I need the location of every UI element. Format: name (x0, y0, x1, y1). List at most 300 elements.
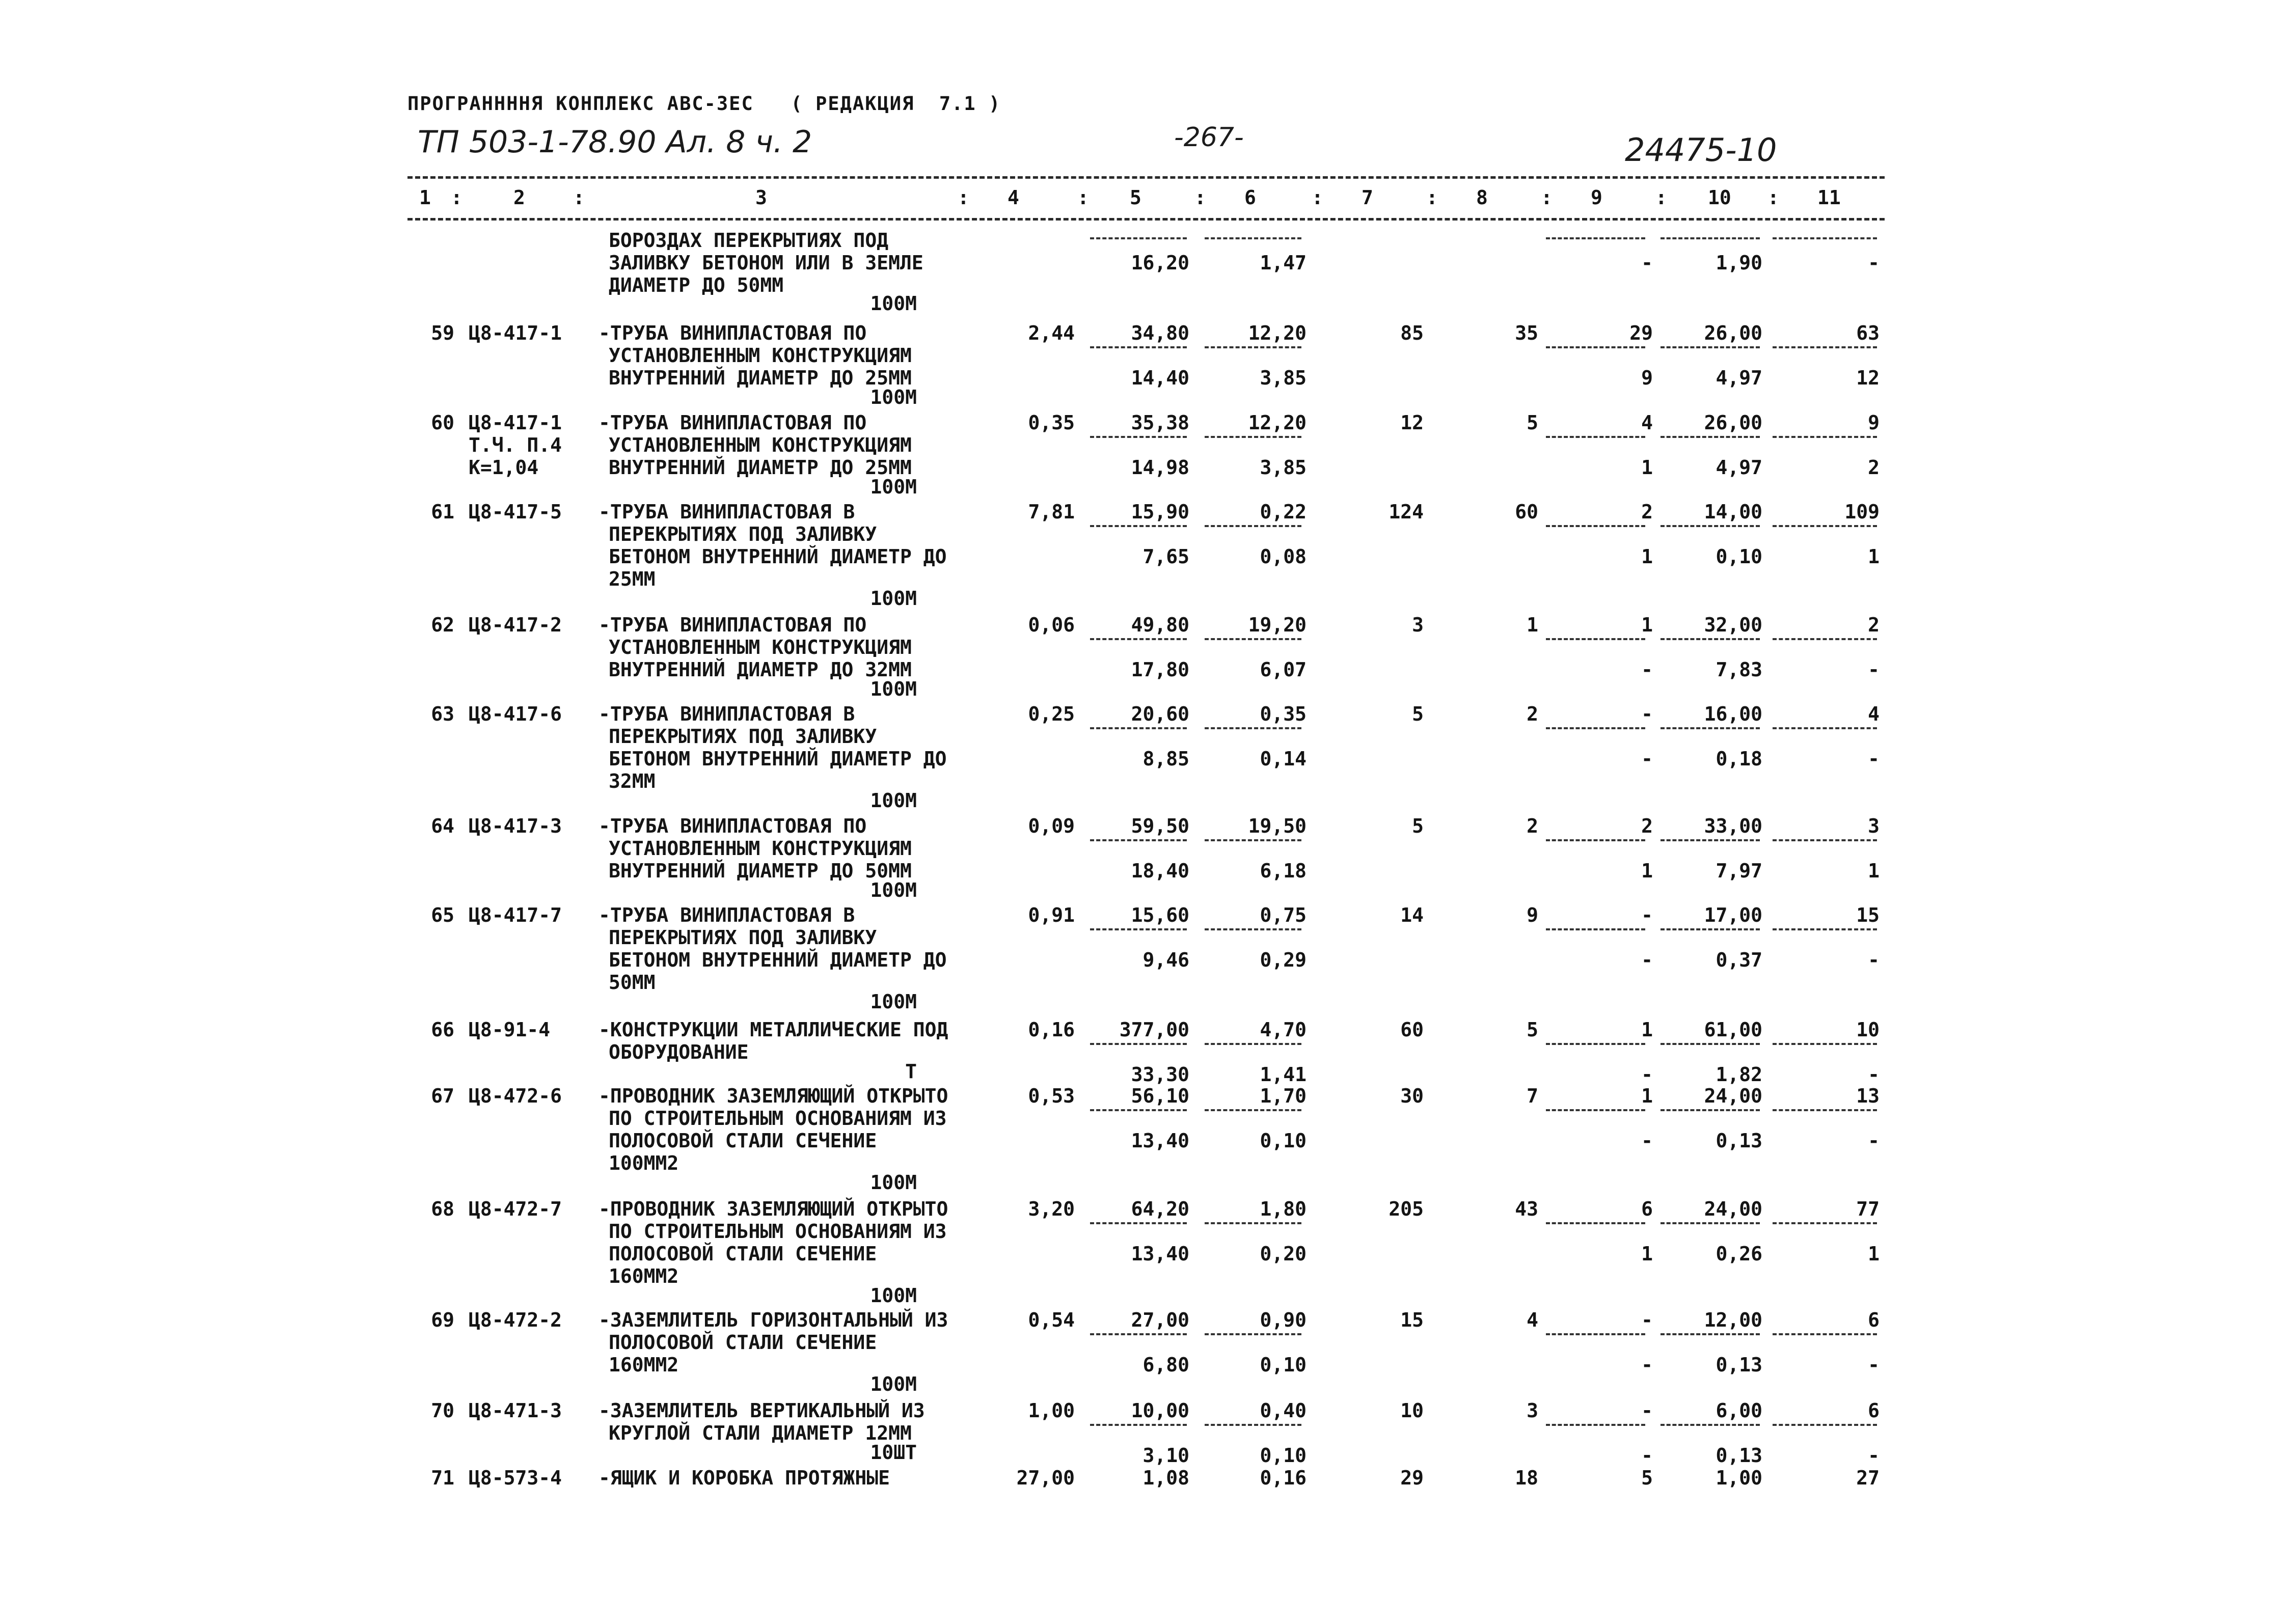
cell-c11: 77 (1856, 1198, 1880, 1220)
sub-divider (1090, 436, 1187, 438)
cell-c11: 6 (1868, 1399, 1880, 1422)
cell-c5: 64,20 (1131, 1198, 1189, 1220)
unit-label: 100М (870, 292, 917, 315)
cell-c9: 1 (1641, 614, 1653, 636)
cell-c7: 15 (1400, 1309, 1424, 1331)
cell-c5-lower: 7,65 (1142, 545, 1189, 568)
cell-c8: 1 (1527, 614, 1538, 636)
cell-col6-lower: 1,47 (1260, 252, 1307, 274)
cell-c5: 15,90 (1131, 501, 1189, 523)
cell-c5: 377,00 (1119, 1019, 1189, 1041)
norm-code: Ц8-472-6 (469, 1085, 562, 1107)
cell-c11-lower: - (1868, 1063, 1880, 1086)
sub-divider (1773, 1424, 1877, 1426)
cell-c7: 124 (1389, 501, 1424, 523)
description-line: ПОЛОСОВОЙ СТАЛИ СЕЧЕНИЕ (609, 1243, 877, 1265)
column-header-6: 6 (1244, 186, 1256, 209)
cell-c10-lower: 0,10 (1716, 545, 1762, 568)
description-line: БЕТОНОМ ВНУТРЕННИЙ ДИАМЕТР ДО (609, 949, 947, 971)
description-line: 32ММ (609, 770, 656, 792)
cell-c6: 0,16 (1260, 1467, 1307, 1489)
norm-code: Ц8-471-3 (469, 1399, 562, 1422)
cell-c10: 14,00 (1704, 501, 1762, 523)
description-line: УСТАНОВЛЕННЫМ КОНСТРУКЦИЯМ (609, 837, 912, 860)
sub-divider (1661, 436, 1760, 438)
sub-divider (1090, 1333, 1187, 1335)
cell-c4: 1,00 (1028, 1399, 1075, 1422)
cell-c10: 24,00 (1704, 1085, 1762, 1107)
cell-c5-lower: 3,10 (1142, 1444, 1189, 1467)
cell-c5-lower: 17,80 (1131, 658, 1189, 681)
cell-c9: 1 (1641, 1019, 1653, 1041)
description-line: БЕТОНОМ ВНУТРЕННИЙ ДИАМЕТР ДО (609, 545, 947, 568)
cell-c10: 6,00 (1716, 1399, 1762, 1422)
sub-divider (1773, 346, 1877, 348)
sub-divider (1205, 638, 1301, 640)
cell-c5-lower: 8,85 (1142, 748, 1189, 770)
cell-c10-lower: 4,97 (1716, 456, 1762, 479)
column-separator: : (958, 186, 969, 209)
cell-c4: 0,06 (1028, 614, 1075, 636)
cell-c10-lower: 0,13 (1716, 1354, 1762, 1376)
cell-c5-lower: 13,40 (1131, 1243, 1189, 1265)
sub-divider (1773, 928, 1877, 930)
cell-c7: 5 (1412, 703, 1424, 725)
column-separator: : (1655, 186, 1667, 209)
column-separator: : (573, 186, 585, 209)
cell-c9: 29 (1629, 322, 1653, 344)
cell-c7: 5 (1412, 815, 1424, 837)
cell-c9: - (1641, 904, 1653, 926)
description-line: ВНУТРЕННИЙ ДИАМЕТР ДО 25ММ (609, 367, 912, 389)
cell-c5: 10,00 (1131, 1399, 1189, 1422)
handwritten-document-number: 24475-10 (1625, 131, 1777, 169)
unit-label: 100М (870, 476, 917, 498)
sub-divider (1205, 346, 1301, 348)
cell-c4: 0,91 (1028, 904, 1075, 926)
sub-divider (1546, 1222, 1645, 1224)
description-line: 50ММ (609, 971, 656, 994)
cell-c11-lower: - (1868, 1130, 1880, 1152)
norm-code: Ц8-573-4 (469, 1467, 562, 1489)
column-header-1: 1 (419, 186, 431, 209)
cell-c9: - (1641, 703, 1653, 725)
cell-c10-lower: 0,13 (1716, 1444, 1762, 1467)
description-line: БОРОЗДАХ ПЕРЕКРЫТИЯХ ПОД (609, 229, 889, 252)
cell-c5-lower: 33,30 (1131, 1063, 1189, 1086)
cell-c5-lower: 14,40 (1131, 367, 1189, 389)
cell-c8: 35 (1515, 322, 1538, 344)
cell-c4: 0,09 (1028, 815, 1075, 837)
sub-divider (1773, 727, 1877, 729)
description-line: ВНУТРЕННИЙ ДИАМЕТР ДО 25ММ (609, 456, 912, 479)
cell-c4: 0,53 (1028, 1085, 1075, 1107)
description-line: ПЕРЕКРЫТИЯХ ПОД ЗАЛИВКУ (609, 926, 877, 949)
cell-c10: 26,00 (1704, 322, 1762, 344)
description-line: -ТРУБА ВИНИПЛАСТОВАЯ ПО (598, 411, 867, 434)
cell-c11: 10 (1856, 1019, 1880, 1041)
sub-divider (1773, 525, 1877, 527)
norm-code: Ц8-417-3 (469, 815, 562, 837)
description-line: 160ММ2 (609, 1265, 679, 1287)
cell-c6: 12,20 (1248, 411, 1307, 434)
cell-c6: 0,35 (1260, 703, 1307, 725)
cell-c5-lower: 13,40 (1131, 1130, 1189, 1152)
sub-divider (1205, 525, 1301, 527)
description-line: -ЗАЗЕМЛИТЕЛЬ ВЕРТИКАЛЬНЫЙ ИЗ (598, 1399, 925, 1422)
column-separator: : (451, 186, 462, 209)
description-line: ВНУТРЕННИЙ ДИАМЕТР ДО 32ММ (609, 658, 912, 681)
cell-c5: 27,00 (1131, 1309, 1189, 1331)
sub-divider (1090, 839, 1187, 841)
sub-divider (1205, 1222, 1301, 1224)
description-line: УСТАНОВЛЕННЫМ КОНСТРУКЦИЯМ (609, 344, 912, 367)
cell-c9-lower: - (1641, 1354, 1653, 1376)
cell-c11: 109 (1844, 501, 1880, 523)
cell-c11: 9 (1868, 411, 1880, 434)
cell-c10-lower: 1,82 (1716, 1063, 1762, 1086)
unit-label: 100М (870, 789, 917, 812)
description-line: -ТРУБА ВИНИПЛАСТОВАЯ ПО (598, 322, 867, 344)
unit-label: 100М (870, 1171, 917, 1194)
sub-divider (1661, 1043, 1760, 1045)
norm-code: Ц8-417-7 (469, 904, 562, 926)
cell-c7: 85 (1400, 322, 1424, 344)
column-separator: : (1194, 186, 1206, 209)
sub-divider (1773, 1043, 1877, 1045)
description-line: -ТРУБА ВИНИПЛАСТОВАЯ ПО (598, 815, 867, 837)
sub-divider (1090, 1043, 1187, 1045)
cell-c5-lower: 6,80 (1142, 1354, 1189, 1376)
cell-c11: 63 (1856, 322, 1880, 344)
cell-c6-lower: 0,10 (1260, 1354, 1307, 1376)
sub-divider (1661, 638, 1760, 640)
cell-c5: 56,10 (1131, 1085, 1189, 1107)
cell-c11: 4 (1868, 703, 1880, 725)
description-line: ОБОРУДОВАНИЕ (609, 1041, 749, 1063)
cell-c10: 26,00 (1704, 411, 1762, 434)
cell-c4: 2,44 (1028, 322, 1075, 344)
cell-c5: 34,80 (1131, 322, 1189, 344)
cell-c6-lower: 6,18 (1260, 860, 1307, 882)
description-line: -ТРУБА ВИНИПЛАСТОВАЯ В (598, 501, 855, 523)
cell-c6-lower: 1,41 (1260, 1063, 1307, 1086)
cell-c5-lower: 9,46 (1142, 949, 1189, 971)
cell-c9-lower: - (1641, 949, 1653, 971)
sub-divider (1661, 1222, 1760, 1224)
column-header-11: 11 (1817, 186, 1841, 209)
cell-c7: 10 (1400, 1399, 1424, 1422)
cell-c5: 1,08 (1142, 1467, 1189, 1489)
description-line: -ЗАЗЕМЛИТЕЛЬ ГОРИЗОНТАЛЬНЫЙ ИЗ (598, 1309, 948, 1331)
row-number: 61 (431, 501, 454, 523)
cell-c4: 0,54 (1028, 1309, 1075, 1331)
sub-divider (1661, 928, 1760, 930)
sub-divider (1090, 638, 1187, 640)
cell-c8: 5 (1527, 1019, 1538, 1041)
cell-c11-lower: - (1868, 658, 1880, 681)
column-header-5: 5 (1130, 186, 1141, 209)
sub-divider (1090, 346, 1187, 348)
column-header-10: 10 (1708, 186, 1731, 209)
cell-c9: 2 (1641, 815, 1653, 837)
cell-c7: 29 (1400, 1467, 1424, 1489)
sub-divider (1090, 237, 1187, 239)
norm-code: Ц8-417-1 (469, 411, 562, 434)
description-line: 25ММ (609, 568, 656, 590)
sub-divider (1205, 1043, 1301, 1045)
cell-c6: 0,75 (1260, 904, 1307, 926)
sub-divider (1546, 727, 1645, 729)
sub-divider (1546, 1424, 1645, 1426)
sub-divider (1205, 436, 1301, 438)
cell-c8: 60 (1515, 501, 1538, 523)
column-separator: : (1767, 186, 1779, 209)
sub-divider (1546, 1333, 1645, 1335)
row-number: 62 (431, 614, 454, 636)
cell-c4: 0,16 (1028, 1019, 1075, 1041)
cell-c10-lower: 4,97 (1716, 367, 1762, 389)
column-header-4: 4 (1008, 186, 1019, 209)
cell-c9-lower: - (1641, 1063, 1653, 1086)
description-line: -ПРОВОДНИК ЗАЗЕМЛЯЮЩИЙ ОТКРЫТО (598, 1085, 948, 1107)
description-line: -ТРУБА ВИНИПЛАСТОВАЯ ПО (598, 614, 867, 636)
header-top-rule (407, 176, 1885, 179)
sub-divider (1546, 1043, 1645, 1045)
cell-c11-lower: 1 (1868, 545, 1880, 568)
cell-c5: 20,60 (1131, 703, 1189, 725)
sub-divider (1205, 237, 1301, 239)
description-line: ПОЛОСОВОЙ СТАЛИ СЕЧЕНИЕ (609, 1130, 877, 1152)
cell-c8: 4 (1527, 1309, 1538, 1331)
column-separator: : (1541, 186, 1553, 209)
cell-c11-lower: 2 (1868, 456, 1880, 479)
cell-c8: 5 (1527, 411, 1538, 434)
cell-c9-lower: - (1641, 1130, 1653, 1152)
cell-c6: 0,40 (1260, 1399, 1307, 1422)
description-line: ПО СТРОИТЕЛЬНЫМ ОСНОВАНИЯМ ИЗ (609, 1220, 947, 1243)
row-number: 59 (431, 322, 454, 344)
cell-c10-lower: 0,18 (1716, 748, 1762, 770)
description-line: -КОНСТРУКЦИИ МЕТАЛЛИЧЕСКИЕ ПОД (598, 1019, 948, 1041)
description-line: ВНУТРЕННИЙ ДИАМЕТР ДО 50ММ (609, 860, 912, 882)
cell-c11: 6 (1868, 1309, 1880, 1331)
sub-divider (1661, 346, 1760, 348)
description-line: ЗАЛИВКУ БЕТОНОМ ИЛИ В ЗЕМЛЕ (609, 252, 923, 274)
cell-c9-lower: 1 (1641, 545, 1653, 568)
sub-divider (1546, 237, 1645, 239)
unit-label: 10ШТ (870, 1441, 917, 1464)
cell-c11: 13 (1856, 1085, 1880, 1107)
sub-divider (1546, 839, 1645, 841)
sub-divider (1773, 1333, 1877, 1335)
sub-divider (1205, 928, 1301, 930)
unit-label: 100М (870, 1373, 917, 1395)
cell-c11: 3 (1868, 815, 1880, 837)
description-line: 100ММ2 (609, 1152, 679, 1174)
description-line: БЕТОНОМ ВНУТРЕННИЙ ДИАМЕТР ДО (609, 748, 947, 770)
sub-divider (1090, 1222, 1187, 1224)
cell-c11: 27 (1856, 1467, 1880, 1489)
cell-c6: 0,90 (1260, 1309, 1307, 1331)
cell-c5: 35,38 (1131, 411, 1189, 434)
page-number: -267- (1174, 122, 1244, 153)
cell-c11-lower: - (1868, 949, 1880, 971)
cell-c9-lower: 1 (1641, 860, 1653, 882)
norm-code: Ц8-417-6 (469, 703, 562, 725)
cell-c8: 7 (1527, 1085, 1538, 1107)
row-number: 60 (431, 411, 454, 434)
norm-code: Ц8-472-2 (469, 1309, 562, 1331)
cell-c11-lower: - (1868, 1444, 1880, 1467)
cell-c11-lower: - (1868, 748, 1880, 770)
description-line: КРУГЛОЙ СТАЛИ ДИАМЕТР 12ММ (609, 1422, 912, 1444)
description-line: ПЕРЕКРЫТИЯХ ПОД ЗАЛИВКУ (609, 725, 877, 748)
cell-c10: 17,00 (1704, 904, 1762, 926)
cell-c6: 19,20 (1248, 614, 1307, 636)
sub-divider (1205, 1109, 1301, 1111)
cell-c6: 19,50 (1248, 815, 1307, 837)
sub-divider (1661, 237, 1760, 239)
norm-code: Ц8-417-2 (469, 614, 562, 636)
description-line: -ПРОВОДНИК ЗАЗЕМЛЯЮЩИЙ ОТКРЫТО (598, 1198, 948, 1220)
cell-c7: 30 (1400, 1085, 1424, 1107)
sub-divider (1773, 436, 1877, 438)
cell-c6-lower: 0,20 (1260, 1243, 1307, 1265)
unit-label: Т (905, 1060, 917, 1083)
column-separator: : (1077, 186, 1089, 209)
unit-label: 100М (870, 386, 917, 408)
cell-c6: 12,20 (1248, 322, 1307, 344)
cell-c7: 60 (1400, 1019, 1424, 1041)
cell-c7: 12 (1400, 411, 1424, 434)
description-line: ДИАМЕТР ДО 50ММ (609, 274, 784, 296)
cell-c11-lower: 1 (1868, 860, 1880, 882)
cell-c9-lower: - (1641, 1444, 1653, 1467)
sub-divider (1546, 928, 1645, 930)
cell-col5-lower: 16,20 (1131, 252, 1189, 274)
cell-c9-lower: 9 (1641, 367, 1653, 389)
norm-code: Ц8-417-5 (469, 501, 562, 523)
sub-divider (1090, 525, 1187, 527)
cell-c10-lower: 0,13 (1716, 1130, 1762, 1152)
cell-c5: 15,60 (1131, 904, 1189, 926)
sub-divider (1205, 1333, 1301, 1335)
description-line: 160ММ2 (609, 1354, 679, 1376)
cell-c9: 1 (1641, 1085, 1653, 1107)
cell-c9: 5 (1641, 1467, 1653, 1489)
cell-c6: 1,70 (1260, 1085, 1307, 1107)
cell-c7: 14 (1400, 904, 1424, 926)
unit-label: 100М (870, 1284, 917, 1307)
description-line: ПЕРЕКРЫТИЯХ ПОД ЗАЛИВКУ (609, 523, 877, 545)
row-number: 69 (431, 1309, 454, 1331)
row-number: 66 (431, 1019, 454, 1041)
cell-c10: 12,00 (1704, 1309, 1762, 1331)
sub-divider (1546, 1109, 1645, 1111)
cell-c10: 1,00 (1716, 1467, 1762, 1489)
cell-c10: 32,00 (1704, 614, 1762, 636)
row-number: 68 (431, 1198, 454, 1220)
cell-c4: 0,35 (1028, 411, 1075, 434)
cell-c10: 16,00 (1704, 703, 1762, 725)
unit-label: 100М (870, 879, 917, 901)
cell-c6-lower: 0,10 (1260, 1444, 1307, 1467)
norm-code: Ц8-417-1 (469, 322, 562, 344)
sub-divider (1773, 1109, 1877, 1111)
cell-c10: 33,00 (1704, 815, 1762, 837)
cell-c9-lower: - (1641, 748, 1653, 770)
handwritten-project-code: ТП 503-1-78.90 Ал. 8 ч. 2 (418, 124, 812, 160)
cell-c8: 18 (1515, 1467, 1538, 1489)
sub-divider (1773, 839, 1877, 841)
cell-c6-lower: 0,29 (1260, 949, 1307, 971)
cell-c8: 43 (1515, 1198, 1538, 1220)
column-header-9: 9 (1591, 186, 1602, 209)
norm-code: Ц8-91-4 (469, 1019, 551, 1041)
cell-c4: 3,20 (1028, 1198, 1075, 1220)
cell-c9-lower: 1 (1641, 1243, 1653, 1265)
sub-divider (1661, 839, 1760, 841)
row-number: 65 (431, 904, 454, 926)
cell-c9-lower: 1 (1641, 456, 1653, 479)
sub-divider (1773, 237, 1877, 239)
column-separator: : (1426, 186, 1438, 209)
cell-c11-lower: - (1868, 1354, 1880, 1376)
cell-c10: 24,00 (1704, 1198, 1762, 1220)
cell-c11: 15 (1856, 904, 1880, 926)
cell-c9: 4 (1641, 411, 1653, 434)
sub-divider (1205, 839, 1301, 841)
cell-c6-lower: 3,85 (1260, 367, 1307, 389)
cell-c7: 3 (1412, 614, 1424, 636)
sub-divider (1205, 727, 1301, 729)
sub-divider (1661, 727, 1760, 729)
cell-c6-lower: 0,08 (1260, 545, 1307, 568)
sub-divider (1090, 1109, 1187, 1111)
cell-c10-lower: 7,83 (1716, 658, 1762, 681)
cell-c10-lower: 7,97 (1716, 860, 1762, 882)
row-number: 71 (431, 1467, 454, 1489)
cell-c8: 3 (1527, 1399, 1538, 1422)
cell-c8: 2 (1527, 703, 1538, 725)
unit-label: 100М (870, 587, 917, 610)
cell-col9-lower: - (1641, 252, 1653, 274)
cell-c8: 9 (1527, 904, 1538, 926)
norm-code: К=1,04 (469, 456, 539, 479)
description-line: -ТРУБА ВИНИПЛАСТОВАЯ В (598, 904, 855, 926)
row-number: 64 (431, 815, 454, 837)
cell-c11: 2 (1868, 614, 1880, 636)
sub-divider (1090, 727, 1187, 729)
column-header-2: 2 (513, 186, 525, 209)
column-header-8: 8 (1476, 186, 1488, 209)
cell-c9: 2 (1641, 501, 1653, 523)
cell-c10-lower: 0,26 (1716, 1243, 1762, 1265)
cell-c6: 1,80 (1260, 1198, 1307, 1220)
cell-col10-lower: 1,90 (1716, 252, 1762, 274)
cell-c7: 205 (1389, 1198, 1424, 1220)
column-header-3: 3 (755, 186, 767, 209)
cell-c8: 2 (1527, 815, 1538, 837)
description-line: ПО СТРОИТЕЛЬНЫМ ОСНОВАНИЯМ ИЗ (609, 1107, 947, 1130)
cell-c4: 0,25 (1028, 703, 1075, 725)
sub-divider (1546, 638, 1645, 640)
cell-c4: 7,81 (1028, 501, 1075, 523)
header-bottom-rule (407, 218, 1885, 221)
sub-divider (1090, 928, 1187, 930)
cell-c11-lower: 12 (1856, 367, 1880, 389)
